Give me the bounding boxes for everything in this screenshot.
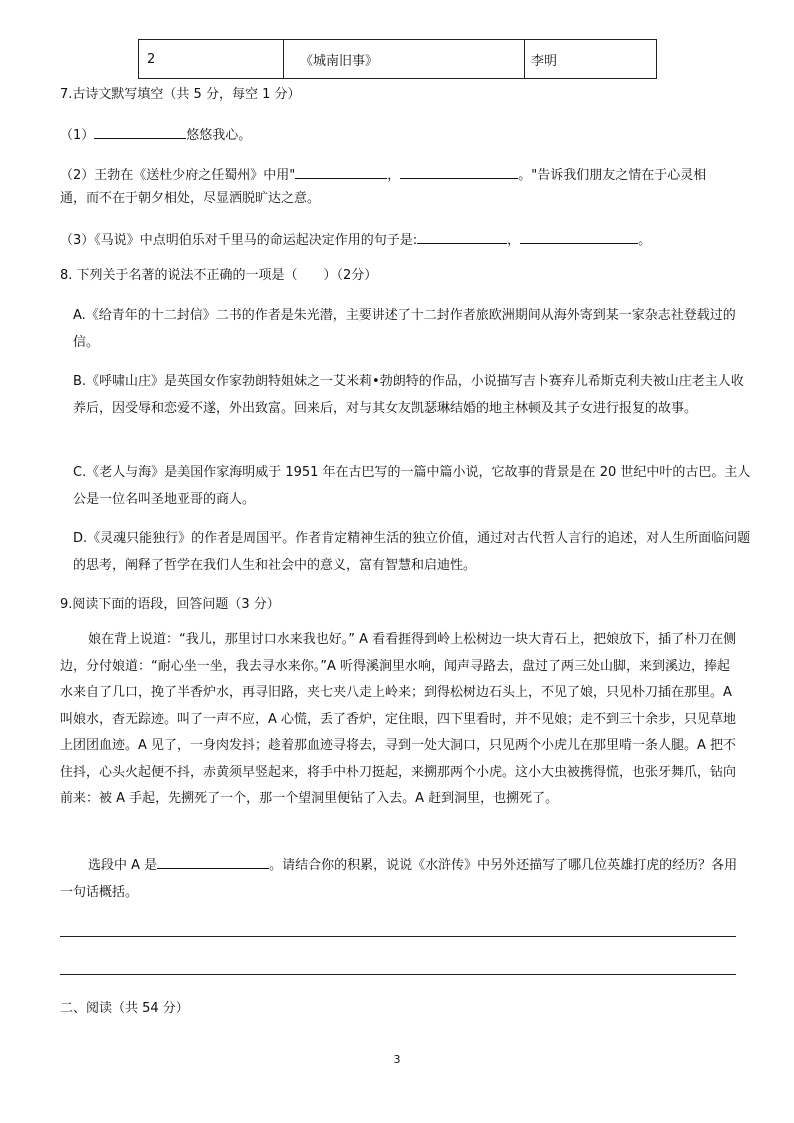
q7-s2-suffix: 。"告诉我们朋友之情在于心灵相 [518,168,707,183]
q7-blank-3b[interactable] [520,229,638,244]
answer-line-1[interactable] [60,936,736,937]
page-number: 3 [393,1053,401,1066]
table-row [139,40,657,79]
table-cell-title: 《城南旧事》 [284,40,525,79]
q7-s3-suffix: 。 [638,233,652,248]
q9-question [60,852,740,906]
q9-blank[interactable] [157,854,269,869]
q9-passage: 娘在背上说道：“我儿，那里讨口水来我也好。” A 看看捱得到岭上松树边一块大青石上，把娘放下，插了朴刀在侧边，分付娘道：“耐心坐一坐，我去寻水来你。”A 听得溪涧里水响，闻声寻路去，盘过了两三处山脚，来到溪边，捧起水来自了几口，挽了半香炉水，再寻旧路，夹七夹八走上岭来；到得松树边石头上，不见了娘，只见朴刀插在那里。A 叫娘水，杳无踪迹。叫了一声不应，A 心慌，丢了香炉，定住眼，四下里看时，并不见娘；走不到三十余步，只见草地上团团血迹。A 见了，一身肉发抖；趁着那血迹寻将去，寻到一处大洞口，只见两个小虎儿在那里啃一条人腿。A 把不住抖，心头火起便不抖，赤黄须早竖起来，将手中朴刀挺起，来搠那两个小虎。这小大虫被携得慌，也张牙舞爪，钻向前来：被 A 手起，先搠死了一个，那一个望洞里便钻了入去。A 赶到洞里，也搠死了。 [60,632,737,806]
q8-option-a: A.《给青年的十二封信》二书的作者是朱光潜，主要讲述了十二封作者旅欧洲期间从海外寄到某一家杂志社登载过的信。 [73,308,736,350]
q7-s3-sep: ， [507,233,521,248]
q8-option-c: C.《老人与海》是美国作家海明威于 1951 年在古巴写的一篇中篇小说，它故事的背景是在 20 世纪中叶的古巴。主人公是一位名叫圣地亚哥的商人。 [73,465,751,507]
table-cell-number: 2 [139,40,284,79]
q7-blank-1[interactable] [94,124,186,139]
q7-blank-2b[interactable] [400,164,518,179]
q8-option-d: D.《灵魂只能独行》的作者是周国平。作者肯定精神生活的独立价值，通过对古代哲人言行的追述，对人生所面临问题的思考，阐释了哲学在我们人生和社会中的意义，富有智慧和启迪性。 [73,531,751,573]
q9-question-suffix: 。请结合你的积累，说说《水浒传》中另外还描写了哪几位英雄打虎的经历？各用一句话概括。 [60,858,738,900]
book-table [138,39,657,79]
q7-item-2 [60,164,740,185]
q7-blank-3a[interactable] [417,229,507,244]
q8-title: 8. 下列关于名著的说法不正确的一项是（ ）（2分） [60,268,378,283]
q7-s1-prefix: （1） [60,128,95,143]
q7-item-3 [60,229,740,250]
q7-s2-prefix: （2）王勃在《送杜少府之任蜀州》中用" [60,168,296,183]
q9-question-prefix: 选段中 A 是 [88,858,158,873]
q7-item-1 [60,124,740,145]
q9-title: 9.阅读下面的语段，回答问题（3 分） [60,597,280,612]
table-cell-author: 李明 [525,40,657,79]
q8-option-b: B.《呼啸山庄》是英国女作家勃朗特姐妹之一艾米莉•勃朗特的作品，小说描写吉卜赛弃儿希斯克利夫被山庄老主人收养后，因受辱和恋爱不遂，外出致富。回来后，对与其女友凯瑟琳结婚的地主林顿及其子女进行报复的故事。 [73,374,744,416]
q7-blank-2a[interactable] [295,164,387,179]
q7-title: 7.古诗文默写填空（共 5 分，每空 1 分） [60,87,301,102]
answer-line-2[interactable] [60,974,736,975]
section-2-title: 二、阅读（共 54 分） [60,1001,189,1016]
q7-s1-suffix: 悠悠我心。 [186,128,252,143]
q7-s3-prefix: （3）《马说》中点明伯乐对千里马的命运起决定作用的句子是: [60,233,418,248]
q7-s2-line2: 通，而不在于朝夕相处，尽显洒脱旷达之意。 [60,191,321,206]
q7-s2-sep: ， [387,168,401,183]
